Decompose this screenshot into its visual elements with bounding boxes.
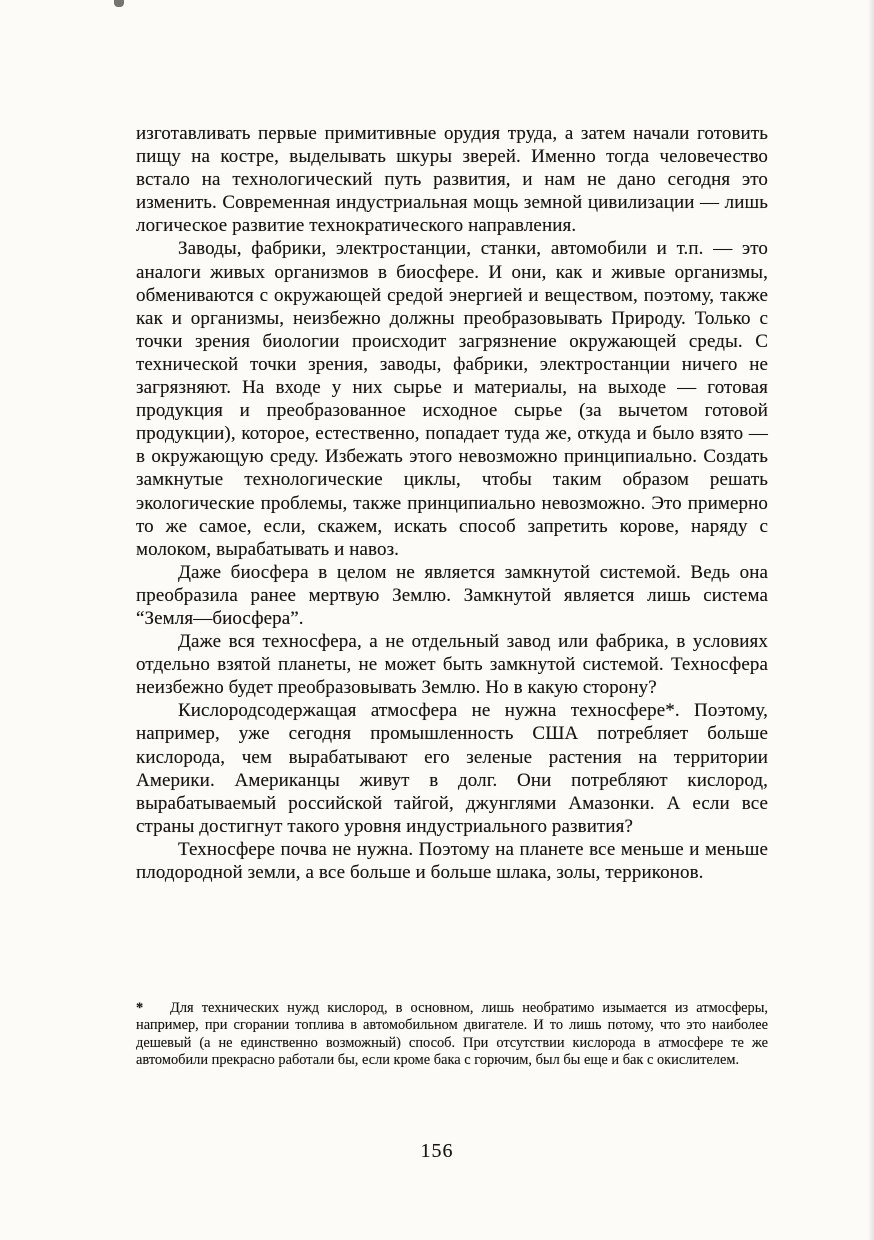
paragraph-biosphere-system: Даже биосфера в целом не является замкнутой системой. Ведь она преобразила ранее мертвую Землю. Замкнутой является лишь система “Земля—биосфера”. [136, 561, 768, 629]
page-number: 156 [420, 1140, 454, 1162]
paragraph-soil-technosphere: Техносфере почва не нужна. Поэтому на планете все меньше и меньше плодородной земли, а все больше и больше шлака, золы, терриконов. [136, 838, 768, 883]
paragraph-technosphere-planet: Даже вся техносфера, а не отдельный завод или фабрика, в условиях отдельно взятой планеты, не может быть замкнутой системой. Техносфера неизбежно будет преобразовывать Землю. Но в какую сторону? [136, 631, 768, 699]
footnote [136, 1000, 768, 1070]
footnote-marker: * [136, 1000, 144, 1016]
scan-artifact-mark [114, 0, 124, 7]
footnote-text: Для технических нужд кислород, в основном, лишь необратимо изымается из атмосферы, например, при сгорании топлива в автомобильном двигателе. И то лишь потому, что это наиболее дешевый (а не единственно возможный) способ. При отсутствии кислорода в атмосфере те же автомобили прекрасно работали бы, если кроме бака с горючим, был бы еще и бак с окислителем. [136, 1000, 768, 1069]
paragraph-continuation: изготавливать первые примитивные орудия труда, а затем начали готовить пищу на костре, выделывать шкуры зверей. Именно тогда человечество встало на технологический путь развития, и нам не дано сегодня это изменить. Современная индустриальная мощь земной цивилизации — лишь логическое развитие технократического направления. [136, 123, 768, 237]
paragraph-factories-analogy: Заводы, фабрики, электростанции, станки, автомобили и т.п. — это аналоги живых организмов в биосфере. И они, как и живые организмы, обмениваются с окружающей средой энергией и веществом, поэтому, также как и организмы, неизбежно должны преобразовывать Природу. Только с точки зрения биологии происходит загрязнение окружающей среды. С технической точки зрения, заводы, фабрики, электростанции ничего не загрязняют. На входе у них сырье и материалы, на выходе — готовая продукция и преобразованное исходное сырье (за вычетом готовой продукции), которое, естественно, попадает туда же, откуда и было взято — в окружающую среду. Избежать этого невозможно принципиально. Создать замкнутые технологические циклы, чтобы таким образом решать экологические проблемы, также принципиально невозможно. Это примерно то же самое, если, скажем, искать способ запретить корове, наряду с молоком, вырабатывать и навоз. [136, 238, 768, 560]
scan-edge-shadow [868, 0, 874, 1240]
main-text-block [136, 122, 768, 884]
paragraph-oxygen-atmosphere: Кислородсодержащая атмосфера не нужна техносфере*. Поэтому, например, уже сегодня промышленность США потребляет больше кислорода, чем вырабатывают его зеленые растения на территории Америки. Американцы живут в долг. Они потребляют кислород, вырабатываемый российской тайгой, джунглями Амазонки. А если все страны достигнут такого уровня индустриального развития? [136, 700, 768, 837]
